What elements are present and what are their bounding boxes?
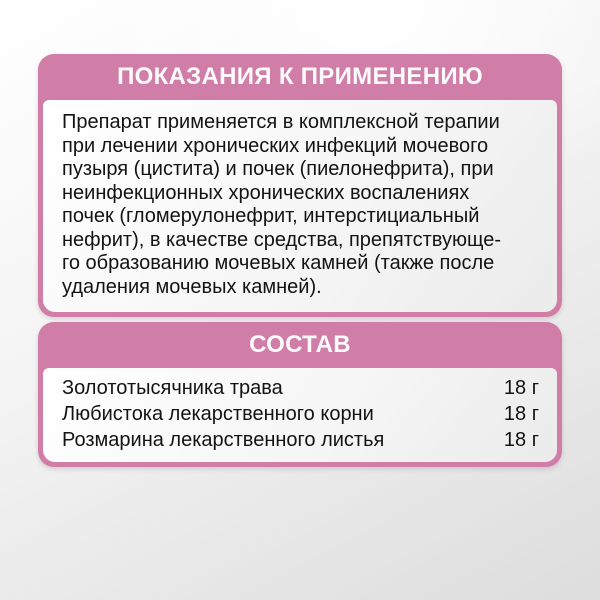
indications-body [43, 100, 557, 312]
indications-text-line: почек (гломерулонефрит, интерстициальный [62, 205, 480, 227]
ingredient-amount: 18 г [503, 403, 539, 425]
indications-text-line: пузыря (цистита) и почек (пиелонефрита), при [62, 158, 494, 180]
indications-text-line: при лечении хронических инфекций мочевого [62, 134, 489, 157]
ingredient-name: Любистока лекарственного корни [62, 403, 374, 425]
ingredient-amount: 18 г [503, 429, 539, 451]
indications-title: ПОКАЗАНИЯ К ПРИМЕНЕНИЮ [117, 63, 483, 90]
indications-card [38, 54, 562, 317]
indications-text-line: Препарат применяется в комплексной терапии [62, 111, 500, 133]
ingredient-amount: 18 г [503, 377, 539, 399]
ingredient-row [62, 427, 539, 453]
composition-card [38, 322, 562, 467]
indications-text-line: удаления мочевых камней). [62, 275, 322, 298]
indications-text-line: го образованию мочевых камней (также после [62, 252, 495, 274]
ingredient-name: Золототысячника трава [62, 377, 283, 399]
composition-title: СОСТАВ [249, 331, 351, 358]
composition-header [43, 322, 557, 368]
ingredient-row [62, 401, 539, 427]
ingredient-row [62, 375, 539, 401]
indications-header [43, 54, 557, 100]
ingredient-name: Розмарина лекарственного листья [62, 429, 385, 451]
composition-list [43, 368, 557, 462]
indications-text-line: неинфекционных хронических воспалениях [62, 181, 470, 204]
indications-text-line: нефрит), в качестве средства, препятствующе- [62, 228, 501, 251]
